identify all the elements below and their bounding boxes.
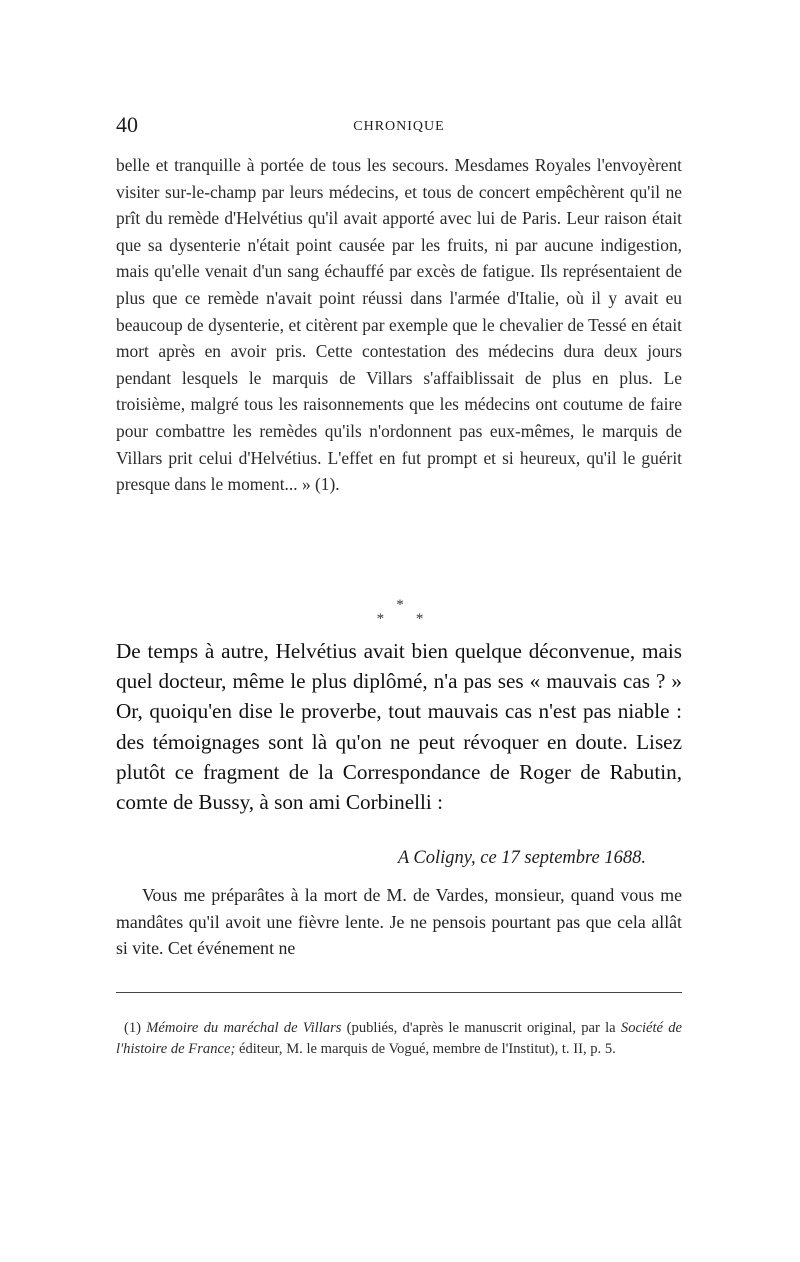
section-separator: [360, 598, 440, 626]
running-title: CHRONIQUE: [353, 119, 445, 134]
main-paragraph: De temps à autre, Helvétius avait bien quelque déconvenue, mais quel docteur, même le plus diplômé, n'a pas ses « mauvais cas ? » Or, quoiqu'en dise le proverbe, tout mauvais cas n'est pas niable : des témoignages sont là qu'on ne peut révoquer en doute. Lisez plutôt ce fragment de la Correspondance de Roger de Rabutin, comte de Bussy, à son ami Corbinelli :: [116, 639, 682, 815]
footnote-society: Société de l'histoire de France;: [116, 1020, 683, 1057]
footnote-work-title: Mémoire du maréchal de Villars: [146, 1020, 342, 1036]
running-head: [116, 112, 682, 142]
page-number: 40: [116, 112, 138, 137]
footnote: [116, 1018, 682, 1059]
footnote-marker: (1): [124, 1020, 142, 1036]
quoted-passage: belle et tranquille à portée de tous les secours. Mesdames Royales l'envoyèrent visiter sur-le-champ par leurs médecins, et tous de concert empêchèrent qu'il ne prît du remède d'Helvétius qu'il avait apporté avec lui de Paris. Leur raison était que sa dysenterie n'était point causée par les fruits, ni par aucune indigestion, mais qu'elle venait d'un sang échauffé par excès de fatigue. Ils représentaient de plus que ce remède n'avait point réussi dans l'armée d'Italie, où il y avait eu beaucoup de dysenterie, et citèrent par exemple que le chevalier de Tessé en était mort après en avoir pris. Cette contestation des médecins dura deux jours pendant lesquels le marquis de Villars s'affaiblissait de plus en plus. Le troisième, malgré tous les raisonnements que les médecins ont coutume de faire pour combattre les remèdes qu'ils n'ordonnent pas eux-mêmes, le marquis de Villars prit celui d'Helvétius. L'effet en fut prompt et si heureux, qu'il le guérit presque dans le moment... » (1).: [116, 155, 682, 495]
asterism-bottom: * *: [376, 611, 438, 627]
footnote-divider: [116, 992, 682, 993]
footnote-text-2: éditeur, M. le marquis de Vogué, membre de l'Institut), t. II, p. 5.: [238, 1040, 616, 1057]
asterism-top: *: [396, 597, 404, 613]
footnote-text-1: (publiés, d'après le manuscrit original, par la: [346, 1020, 616, 1036]
letter-body: Vous me préparâtes à la mort de M. de Vardes, monsieur, quand vous me mandâtes qu'il avoit une fièvre lente. Je ne pensois pourtant pas que cela allât si vite. Cet événement ne: [116, 885, 682, 959]
letter-dateline: A Coligny, ce 17 septembre 1688.: [397, 848, 646, 868]
